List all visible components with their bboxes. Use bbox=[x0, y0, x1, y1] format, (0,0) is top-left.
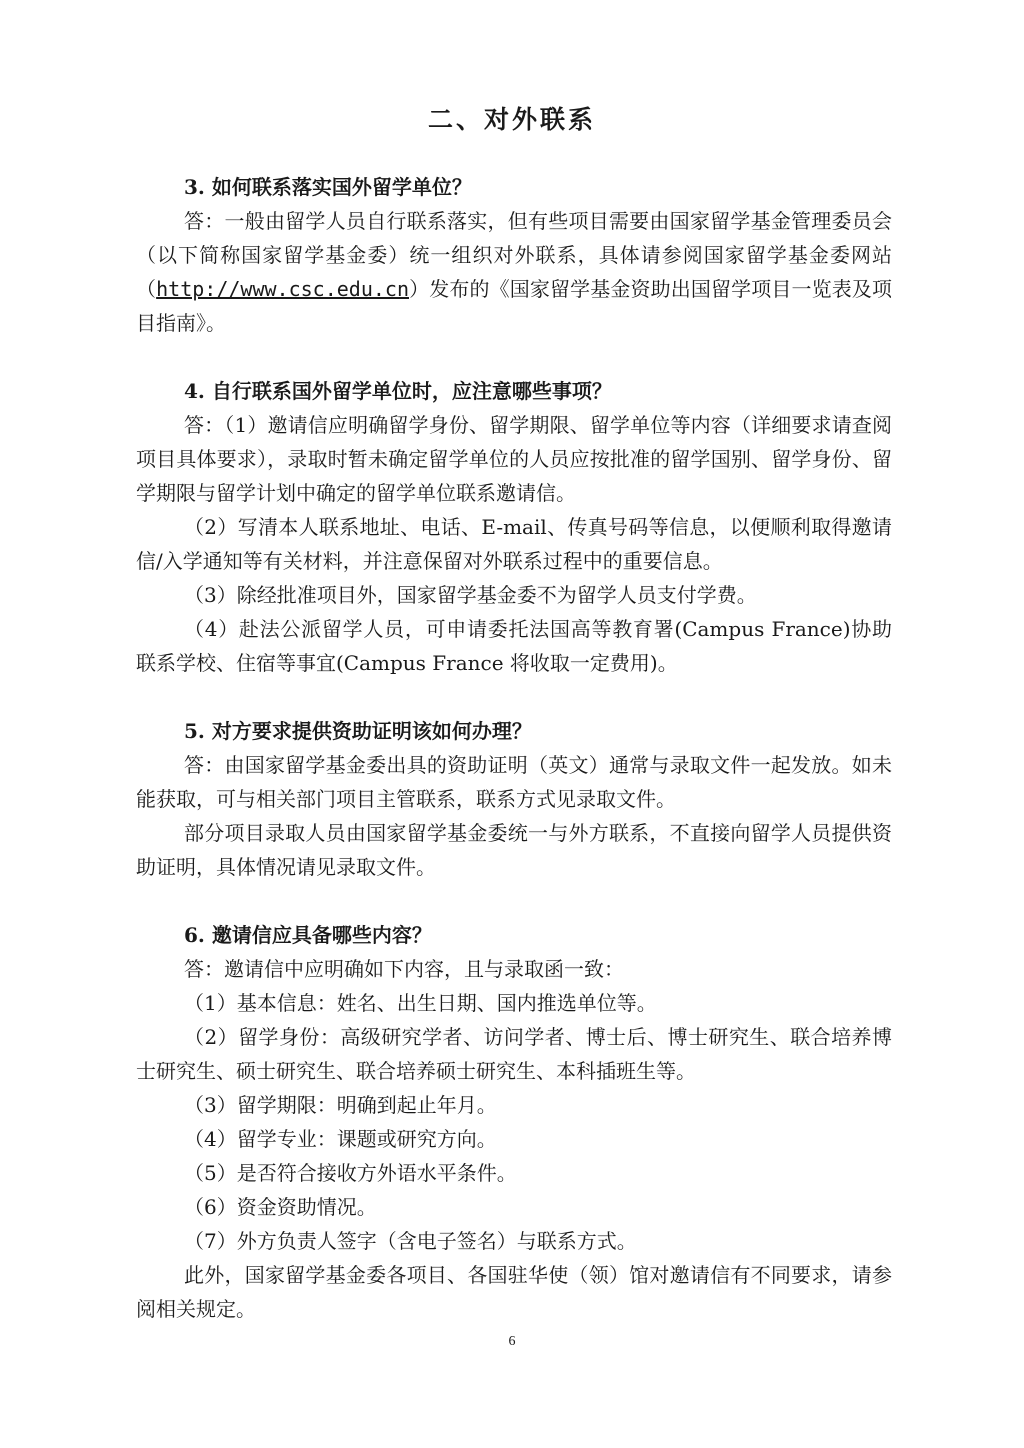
faq-question: 3. 如何联系落实国外留学单位？ bbox=[184, 175, 472, 199]
faq-answer: 答：由国家留学基金委出具的资助证明（英文）通常与录取文件一起发放。如未能获取，可与相关部门项目主管联系，联系方式见录取文件。 bbox=[136, 753, 892, 811]
answer-text: 答：一般由留学人员自行联系落实，但有些项目需要由国家留学基金管理委员会（以下简称国家留学基金委）统一组织对外联系，具体请参阅国家留学基金委网站（ bbox=[136, 209, 892, 301]
faq-answer-point: （4）赴法公派留学人员，可申请委托法国高等教育署(Campus France)协助联系学校、住宿等事宜(Campus France 将收取一定费用)。 bbox=[136, 617, 892, 675]
page-number: 6 bbox=[508, 1334, 516, 1349]
faq-item-3 bbox=[136, 170, 892, 340]
faq-answer-point: 部分项目录取人员由国家留学基金委统一与外方联系，不直接向留学人员提供资助证明，具体情况请见录取文件。 bbox=[136, 821, 892, 879]
faq-answer-point: （1）基本信息：姓名、出生日期、国内推选单位等。 bbox=[184, 991, 657, 1015]
faq-item-5 bbox=[136, 714, 892, 884]
faq-question: 4. 自行联系国外留学单位时，应注意哪些事项？ bbox=[184, 379, 612, 403]
faq-item-6 bbox=[136, 918, 892, 1326]
website-link[interactable]: http://www.csc.edu.cn bbox=[156, 277, 409, 301]
faq-answer-point: （7）外方负责人签字（含电子签名）与联系方式。 bbox=[184, 1229, 637, 1253]
faq-answer-point: （2）留学身份：高级研究学者、访问学者、博士后、博士研究生、联合培养博士研究生、硕士研究生、联合培养硕士研究生、本科插班生等。 bbox=[136, 1025, 892, 1083]
faq-answer-point: （3）留学期限：明确到起止年月。 bbox=[184, 1093, 497, 1117]
faq-answer-note: 此外，国家留学基金委各项目、各国驻华使（领）馆对邀请信有不同要求，请参阅相关规定。 bbox=[136, 1263, 892, 1321]
section-heading: 二、对外联系 bbox=[427, 105, 596, 134]
faq-question: 5. 对方要求提供资助证明该如何办理？ bbox=[184, 719, 532, 743]
faq-answer-point: （4）留学专业：课题或研究方向。 bbox=[184, 1127, 497, 1151]
faq-answer: 答：（1）邀请信应明确留学身份、留学期限、留学单位等内容（详细要求请查阅项目具体要求），录取时暂未确定留学单位的人员应按批准的留学国别、留学身份、留学期限与留学计划中确定的留学单位联系邀请信。 bbox=[136, 413, 892, 505]
faq-answer-point: （6）资金资助情况。 bbox=[184, 1195, 377, 1219]
faq-question: 6. 邀请信应具备哪些内容？ bbox=[184, 923, 432, 947]
faq-answer-point: （2）写清本人联系地址、电话、E-mail、传真号码等信息，以便顺利取得邀请信/入学通知等有关材料，并注意保留对外联系过程中的重要信息。 bbox=[136, 515, 892, 573]
faq-answer-point: （3）除经批准项目外，国家留学基金委不为留学人员支付学费。 bbox=[184, 583, 757, 607]
document-body bbox=[136, 170, 892, 1360]
faq-answer: 答：邀请信中应明确如下内容，且与录取函一致： bbox=[184, 957, 624, 981]
answer-text: ）发布的《国家留学基金资助出国留学项目一览表及项目指南》。 bbox=[136, 277, 892, 335]
faq-answer-point: （5）是否符合接收方外语水平条件。 bbox=[184, 1161, 517, 1185]
faq-answer bbox=[136, 204, 892, 340]
faq-item-4 bbox=[136, 374, 892, 680]
